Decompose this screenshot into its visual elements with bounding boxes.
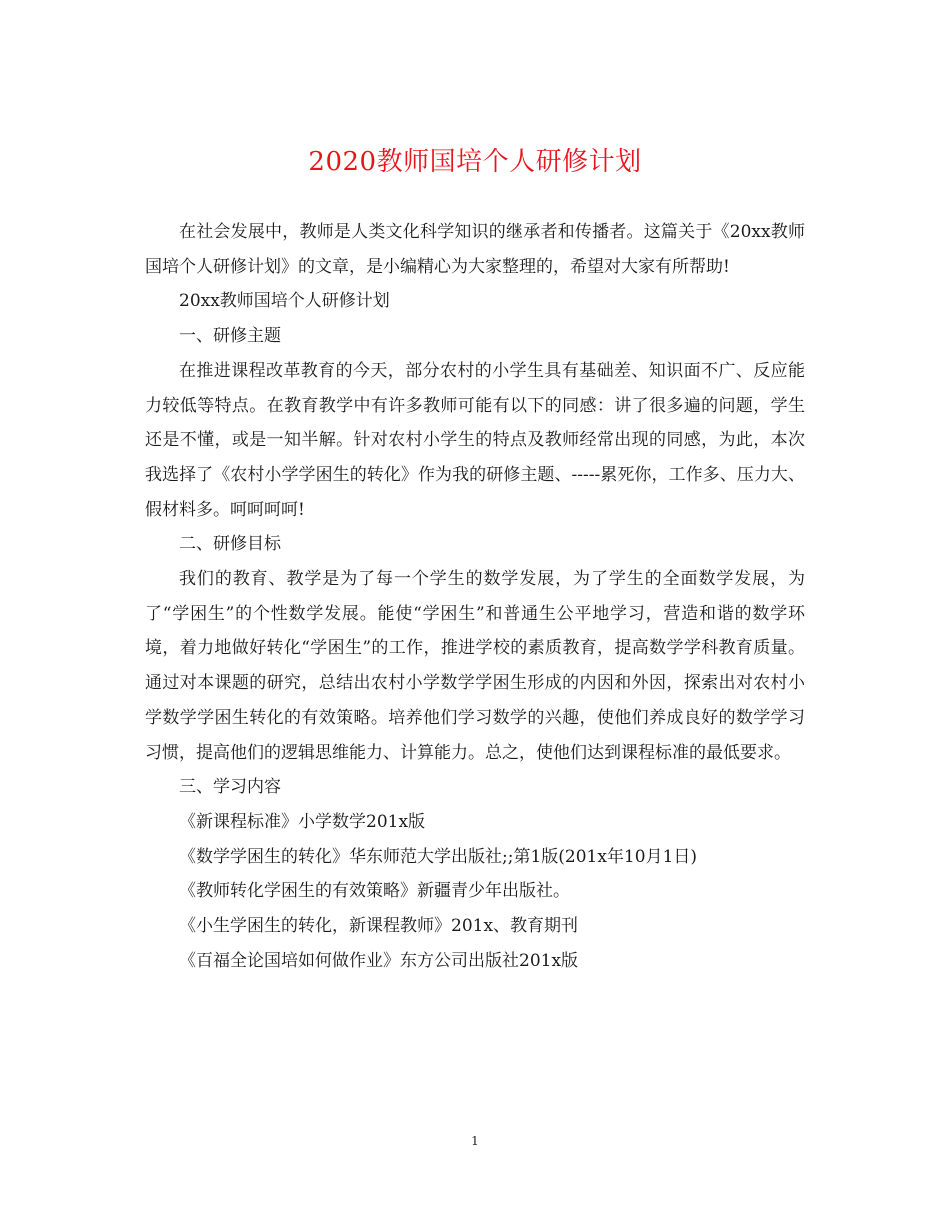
reading-item: 《百福全论国培如何做作业》东方公司出版社201x版: [179, 950, 579, 971]
page-number: 1: [471, 1134, 479, 1148]
goals-paragraph: 我们的教育、教学是为了每一个学生的数学发展，为了学生的全面数学发展，为了“学困生”的个性数学发展。能使“学困生”和普通生公平地学习，营造和谐的数学环境，着力地做好转化“学困生”的工作，推进学校的素质教育，提高数学学科教育质量。通过对本课题的研究，总结出农村小学数学学困生形成的内因和外因，探索出对农村小学数学学困生转化的有效策略。培养他们学习数学的兴趣，使他们养成良好的数学学习习惯，提高他们的逻辑思维能力、计算能力。总之，使他们达到课程标准的最低要求。: [145, 569, 805, 763]
reading-item: 《数学学困生的转化》华东师范大学出版社;;第1版(201x年10月1日): [179, 846, 698, 867]
reading-item: 《教师转化学困生的有效策略》新疆青少年出版社。: [179, 881, 570, 902]
section-heading-goals: 二、研修目标: [179, 534, 281, 555]
reading-item: 《小生学困生的转化，新课程教师》201x、教育期刊: [179, 916, 579, 937]
section-heading-topic: 一、研修主题: [179, 326, 281, 347]
topic-paragraph: 在推进课程改革教育的今天，部分农村的小学生具有基础差、知识面不广、反应能力较低等特点。在教育教学中有许多教师可能有以下的同感：讲了很多遍的问题，学生还是不懂，或是一知半解。针对农村小学生的特点及教师经常出现的同感，为此，本次我选择了《农村小学学困生的转化》作为我的研修主题、-----累死你，工作多、压力大、假材料多。呵呵呵呵!: [145, 360, 805, 520]
document-body: [145, 215, 805, 978]
subtitle-line: 20xx教师国培个人研修计划: [179, 291, 390, 312]
document-title: 2020教师国培个人研修计划: [308, 147, 642, 177]
reading-item: 《新课程标准》小学数学201x版: [179, 811, 426, 832]
intro-paragraph: 在社会发展中，教师是人类文化科学知识的继承者和传播者。这篇关于《20xx教师国培个人研修计划》的文章，是小编精心为大家整理的，希望对大家有所帮助!: [145, 222, 805, 277]
section-heading-content: 三、学习内容: [179, 777, 281, 798]
